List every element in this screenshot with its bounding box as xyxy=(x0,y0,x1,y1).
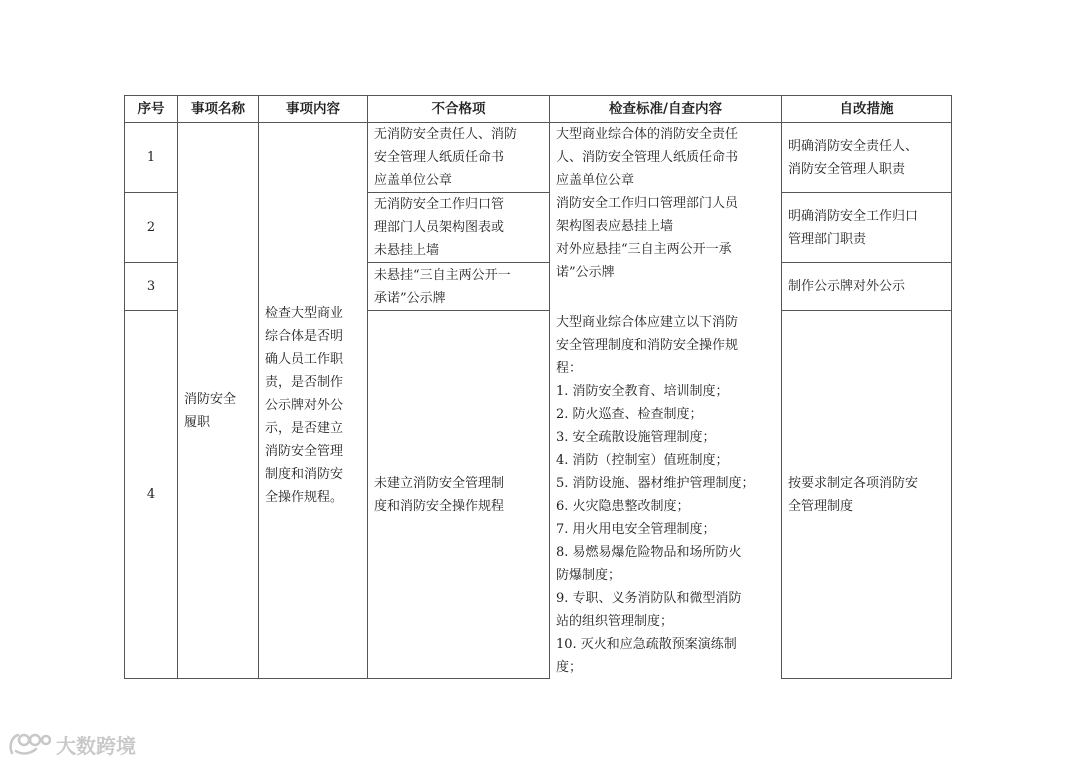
header-no: 序号 xyxy=(125,96,178,123)
header-standard: 检查标准/自查内容 xyxy=(550,96,782,123)
standard-item: 9. 专职、义务消防队和微型消防 站的组织管理制度； xyxy=(556,590,742,629)
fix-cell: 明确消防安全责任人、 消防安全管理人职责 xyxy=(782,123,952,193)
header-item-content: 事项内容 xyxy=(259,96,368,123)
standard-item: 10. 灭火和应急疏散预案演练制 度； xyxy=(556,636,737,675)
fail-cell: 无消防安全工作归口管 理部门人员架构图表或 未悬挂上墙 xyxy=(368,193,550,263)
row-number: 3 xyxy=(125,263,178,311)
fail-cell: 未建立消防安全管理制 度和消防安全操作规程 xyxy=(368,311,550,679)
standard-item: 8. 易燃易爆危险物品和场所防火 防爆制度； xyxy=(556,544,742,583)
standard-item: 6. 火灾隐患整改制度； xyxy=(556,498,690,514)
watermark-text: 大数跨境 xyxy=(56,733,136,758)
standard-list-cell xyxy=(550,311,782,679)
standard-item: 2. 防火巡查、检查制度； xyxy=(556,406,703,422)
header-fail: 不合格项 xyxy=(368,96,550,123)
standard-item: 5. 消防设施、器材维护管理制度； xyxy=(556,475,755,491)
header-item-name: 事项名称 xyxy=(178,96,259,123)
fail-cell: 未悬挂“三自主两公开一 承诺”公示牌 xyxy=(368,263,550,311)
watermark-logo-icon xyxy=(8,731,52,757)
fail-cell: 无消防安全责任人、消防 安全管理人纸质任命书 应盖单位公章 xyxy=(368,123,550,193)
fix-cell: 明确消防安全工作归口 管理部门职责 xyxy=(782,193,952,263)
fix-cell: 制作公示牌对外公示 xyxy=(782,263,952,311)
row-number: 1 xyxy=(125,123,178,193)
header-fix: 自改措施 xyxy=(782,96,952,123)
header-row xyxy=(125,96,952,123)
inspection-table xyxy=(124,95,952,679)
standard-top-cell: 大型商业综合体的消防安全责任 人、消防安全管理人纸质任命书 应盖单位公章 消防安全工作归口管理部门人员 架构图表应悬挂上墙 对外应悬挂“三自主两公开一承 诺”公示牌 xyxy=(550,123,782,311)
row-number: 2 xyxy=(125,193,178,263)
item-name-cell: 消防安全 履职 xyxy=(178,123,259,679)
standard-intro: 大型商业综合体应建立以下消防 安全管理制度和消防安全操作规 程： xyxy=(556,314,739,376)
row-number: 4 xyxy=(125,311,178,679)
standard-item: 7. 用火用电安全管理制度； xyxy=(556,521,716,537)
fix-cell: 按要求制定各项消防安 全管理制度 xyxy=(782,311,952,679)
table-row xyxy=(125,123,952,193)
watermark xyxy=(8,730,136,758)
item-content-cell: 检查大型商业 综合体是否明 确人员工作职 责，是否制作 公示牌对外公 示，是否建立 消防安全管理 制度和消防安 全操作规程。 xyxy=(259,123,368,679)
standard-item: 1. 消防安全教育、培训制度； xyxy=(556,383,729,399)
standard-item: 4. 消防（控制室）值班制度； xyxy=(556,452,729,468)
standard-item: 3. 安全疏散设施管理制度； xyxy=(556,429,716,445)
